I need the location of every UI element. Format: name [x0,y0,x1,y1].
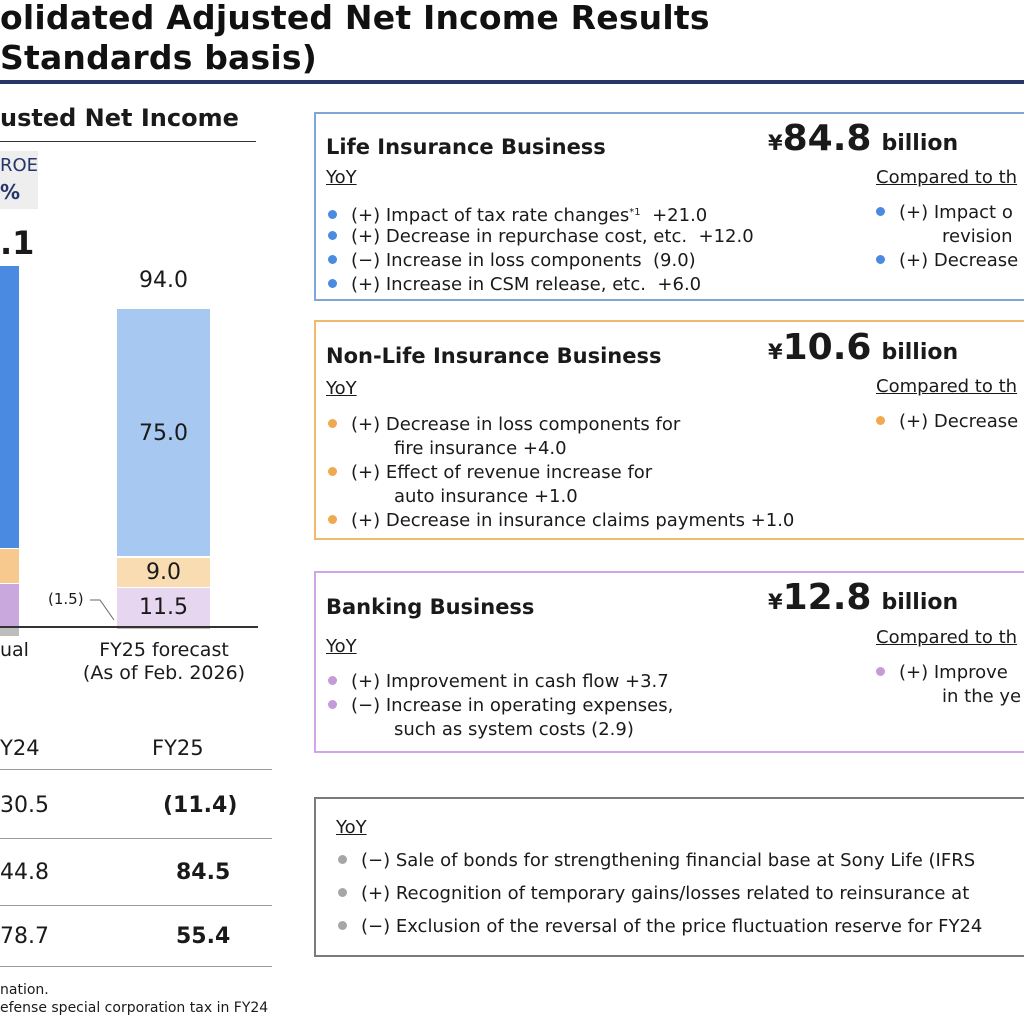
item-text: (+) Decrease in repurchase cost, etc. [351,226,688,247]
table-rule [0,838,272,839]
amount-value: 84.8 [782,118,872,159]
bullet-icon [338,921,347,930]
list-item [338,915,982,939]
item-text: (+) Effect of revenue increase for [351,462,653,483]
card-amount [768,327,958,368]
page-title-line1: olidated Adjusted Net Income Results [0,0,710,37]
list-item-cont: auto insurance +1.0 [394,486,578,507]
compared-heading: Compared to th [876,627,1018,648]
table-row-3-fy25: 55.4 [176,924,231,949]
list-item [328,413,680,437]
right-list-item [876,249,1018,273]
banking-card [314,571,1024,753]
list-item [328,694,673,718]
right-list-item [876,410,1018,434]
table-rule [0,966,272,967]
bullet-icon [328,676,337,685]
list-item [328,225,754,249]
yoy-heading: YoY [326,636,357,657]
item-value: +12.0 [698,226,754,247]
yoy-heading: YoY [336,817,367,838]
forecast-bank-value: 11.5 [139,595,188,620]
forecast-label-line1: FY25 forecast [99,639,229,661]
yen-symbol: ¥ [768,590,783,614]
item-text: (+) Decrease in loss components for [351,414,681,435]
item-text: (+) Decrease in insurance claims payments +1.0 [351,510,795,531]
list-item-cont: fire insurance +4.0 [394,438,567,459]
nonlife-insurance-card [314,320,1024,540]
item-note: *1 [629,207,641,218]
footnote-1: nation. [0,982,49,998]
amount-unit: billion [881,340,959,365]
item-text: (−) Increase in operating expenses, [351,695,674,716]
table-header-fy25: FY25 [152,736,204,760]
roe-value: % [0,180,21,204]
footnote-2: efense special corporation tax in FY24 [0,1000,269,1016]
bullet-icon [328,231,337,240]
card-amount [768,118,958,159]
card-title: Life Insurance Business [326,135,606,159]
actual-bar-nonlife [0,549,19,583]
bullet-icon [338,888,347,897]
table-header-fy24: Y24 [0,736,40,760]
item-text: (−) Exclusion of the reversal of the price fluctuation reserve for FY24 [361,916,983,937]
card-title: Banking Business [326,595,535,619]
bullet-icon [876,255,885,264]
forecast-other-annotation: (1.5) [48,590,84,608]
amount-value: 12.8 [782,577,872,618]
amount-unit: billion [881,131,959,156]
right-list-item [876,201,1013,225]
table-row-1-fy25: (11.4) [163,793,238,818]
item-value: +21.0 [652,205,708,226]
bullet-icon [338,855,347,864]
forecast-label-line2: (As of Feb. 2026) [82,662,246,684]
actual-total: .1 [0,224,35,262]
actual-bar-bank [0,584,19,626]
table-row-2-fy24: 44.8 [0,860,49,885]
item-text: (+) Improve [899,662,1008,683]
annotation-leader-line [88,592,118,622]
roe-label: ROE [0,155,39,176]
item-text: (−) Sale of bonds for strengthening financial base at Sony Life (IFRS [361,850,976,871]
list-item [328,670,669,694]
table-row-1-fy24: 30.5 [0,793,49,818]
actual-bar-life [0,266,19,548]
item-text: (−) Increase in loss components [351,250,642,271]
bullet-icon [328,700,337,709]
right-list-item [876,661,1008,685]
bullet-icon [328,210,337,219]
item-value: +6.0 [657,274,702,295]
bullet-icon [876,207,885,216]
section-title: usted Net Income [0,104,239,132]
list-item [338,882,969,906]
chart-axis [0,626,258,628]
yoy-heading: YoY [326,378,357,399]
bullet-icon [328,255,337,264]
item-text: (+) Impact of tax rate changes [351,205,630,226]
amount-unit: billion [881,590,959,615]
list-item [328,201,707,228]
item-text: (+) Improvement in cash flow +3.7 [351,671,669,692]
item-value: (9.0) [653,250,696,271]
item-text: (+) Decrease [899,250,1019,271]
bullet-icon [328,419,337,428]
list-item [328,249,696,273]
forecast-total-label: 94.0 [139,268,188,293]
list-item [338,849,975,873]
item-text: (+) Increase in CSM release, etc. [351,274,646,295]
other-items-box [314,797,1024,957]
compared-heading: Compared to th [876,167,1018,188]
item-text: (+) Impact o [899,202,1013,223]
item-text: (+) Decrease [899,411,1019,432]
bullet-icon [876,667,885,676]
amount-value: 10.6 [782,327,872,368]
forecast-nonlife-value: 9.0 [146,560,181,585]
right-list-item-cont: revision [942,226,1013,247]
bullet-icon [328,515,337,524]
yen-symbol: ¥ [768,131,783,155]
right-list-item-cont: in the ye [942,686,1022,707]
table-rule [0,905,272,906]
list-item-cont: such as system costs (2.9) [394,719,634,740]
bullet-icon [328,279,337,288]
compared-heading: Compared to th [876,376,1018,397]
card-title: Non-Life Insurance Business [326,344,662,368]
list-item [328,461,652,485]
item-text: (+) Recognition of temporary gains/losses related to reinsurance at [361,883,970,904]
section-rule [0,141,256,142]
actual-label: ual [0,639,29,661]
life-insurance-card [314,112,1024,301]
page-title-line2: Standards basis) [0,38,317,77]
card-amount [768,577,958,618]
list-item [328,509,794,533]
forecast-life-value: 75.0 [139,421,188,446]
table-rule [0,769,272,770]
bullet-icon [876,416,885,425]
table-row-2-fy25: 84.5 [176,860,231,885]
yen-symbol: ¥ [768,340,783,364]
table-row-3-fy24: 78.7 [0,924,49,949]
yoy-heading: YoY [326,167,357,188]
title-rule [0,80,1024,84]
list-item [328,273,701,297]
bullet-icon [328,467,337,476]
